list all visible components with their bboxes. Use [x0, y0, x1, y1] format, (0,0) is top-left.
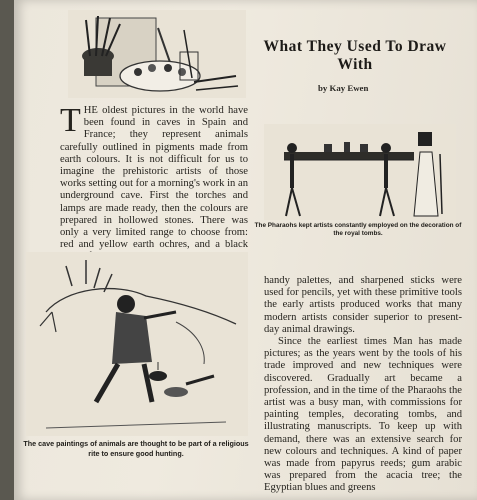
column-2-paragraph-2: Since the earliest times Man has made pictures; as the years went by the tools of his trade improved and new techniques were discovered. Gradually art became a profession, and in the time of the Pharaohs the artist was a busy man, with commissions for painting temples, decorating tombs, and illustrating manuscripts. To keep up with demand, there was an extensive search for new colours and techniques. A kind of paper was made from papyrus reeds; gum arabic was prepared from the acacia tree; the Egyptian blues and greens — [264, 336, 462, 494]
cave-caption: The cave paintings of animals are thought to be part of a religious rite to ensure good hunting. — [23, 439, 249, 458]
column-1-text: HE oldest pictures in the world have been found in caves in Spain and France; they represent animals carefully outlined in pigments made from earth colours. It is not difficult for us to imagine the prehistoric artists of those works setting out for a morning's work in an underground cave. First the torches and lamps are made ready, then the colours are prepared in hollowed stones. There was only a very limited range to choose from: red and yellow earth ochres, and a black — [60, 105, 248, 251]
cave-painting-illustration — [26, 252, 248, 436]
byline: by Kay Ewen — [318, 83, 369, 93]
art-tools-illustration — [68, 10, 246, 98]
article-column-1 — [60, 102, 248, 276]
article-title: What They Used To Draw With — [263, 38, 447, 73]
article-column-2 — [264, 275, 462, 495]
pharaoh-illustration — [264, 124, 456, 220]
drop-cap: T — [60, 102, 81, 139]
column-2-paragraph-1: handy palettes, and sharpened sticks were used for pencils, yet with these primitive tools the early artists produced works that many modern artists consider superior to present-day animal drawings. — [264, 275, 462, 335]
pharaoh-caption: The Pharaohs kept artists constantly employed on the decoration of the royal tombs. — [254, 222, 462, 237]
